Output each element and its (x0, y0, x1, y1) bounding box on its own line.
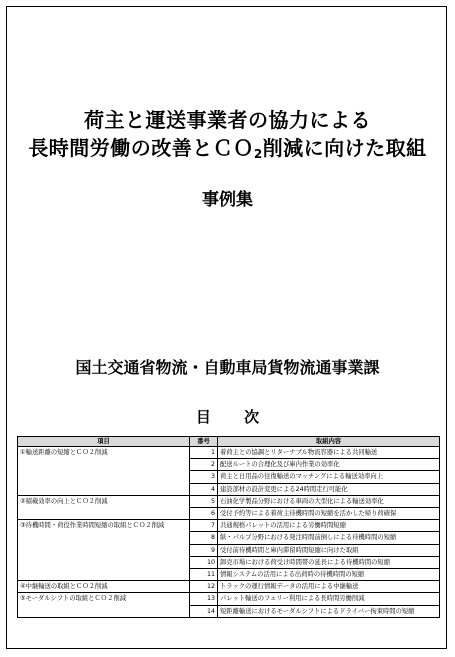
title-line-1: 荷主と運送事業者の協力による (84, 108, 371, 132)
content-cell: 建設部材の設計変更による24時間走行可能化 (218, 483, 440, 495)
number-cell: 6 (190, 508, 218, 520)
content-cell: 配送ルートの合理化及び庫内作業の効率化 (218, 459, 440, 471)
toc-table (17, 436, 440, 618)
table-row (18, 520, 440, 532)
number-cell: 11 (190, 569, 218, 581)
table-row (18, 447, 440, 459)
number-cell: 3 (190, 471, 218, 483)
title-line-2-pre: 長時間労働の改善とＣＯ (28, 136, 254, 160)
content-cell: 共通規格パレットの活用による労働時間短縮 (218, 520, 440, 532)
number-cell: 12 (190, 581, 218, 593)
content-cell: 受付前待機時間と庫内滞留時間短縮に向けた取組 (218, 544, 440, 556)
category-cell: ③待機時間・荷役作業時間短縮の取組とＣＯ２削減 (18, 520, 190, 581)
category-cell: ⑤モーダルシフトの取組とＣＯ２削減 (18, 593, 190, 617)
publisher: 国土交通省物流・自動車局貨物流通事業課 (75, 358, 380, 377)
title-subscript: 2 (253, 147, 263, 161)
content-cell: 卸売市場における荷受け時間帯の延長による待機時間の短縮 (218, 556, 440, 568)
content-cell: トラックの運行情報データの活用による中継輸送 (218, 581, 440, 593)
header-content: 取組内容 (218, 437, 440, 447)
category-cell: ④中継輸送の取組とＣＯ２削減 (18, 581, 190, 593)
table-row (18, 593, 440, 605)
number-cell: 9 (190, 544, 218, 556)
number-cell: 8 (190, 532, 218, 544)
content-cell: 短距離輸送におけるモーダルシフトによるドライバー拘束時間の短縮 (218, 605, 440, 617)
category-cell: ②積載効率の向上とＣＯ２削減 (18, 495, 190, 519)
number-cell: 2 (190, 459, 218, 471)
number-cell: 7 (190, 520, 218, 532)
table-row (18, 495, 440, 507)
number-cell: 13 (190, 593, 218, 605)
title-line-2-post: 削減に向けた取組 (262, 136, 427, 160)
number-cell: 4 (190, 483, 218, 495)
content-cell: 紙・パルプ分野における発注時間前倒しによる待機時間の短縮 (218, 532, 440, 544)
number-cell: 5 (190, 495, 218, 507)
number-cell: 10 (190, 556, 218, 568)
content-cell: パレット輸送のフェリー利用による長時間労働削減 (218, 593, 440, 605)
toc-heading: 目 次 (195, 408, 274, 426)
category-cell: ①輸送距離の短縮とＣＯ２削減 (18, 447, 190, 496)
content-cell: 荷主と日用品の往復輸送のマッチングによる輸送効率向上 (218, 471, 440, 483)
subtitle: 事例集 (202, 190, 253, 210)
content-cell: 石油化学製品分野における車両の大型化による輸送効率化 (218, 495, 440, 507)
number-cell: 14 (190, 605, 218, 617)
content-cell: 情報システムの活用による出荷時の待機時間の短縮 (218, 569, 440, 581)
header-number: 番号 (190, 437, 218, 447)
header-item: 項目 (18, 437, 190, 447)
content-cell: 着荷主との協調とリターナブル物流容器による共同輸送 (218, 447, 440, 459)
title-line-2 (0, 136, 455, 160)
number-cell: 1 (190, 447, 218, 459)
content-cell: 受付予約等による着荷主待機時間の短縮を活かした帰り荷確保 (218, 508, 440, 520)
table-row (18, 581, 440, 593)
toc-header-row (18, 437, 440, 447)
